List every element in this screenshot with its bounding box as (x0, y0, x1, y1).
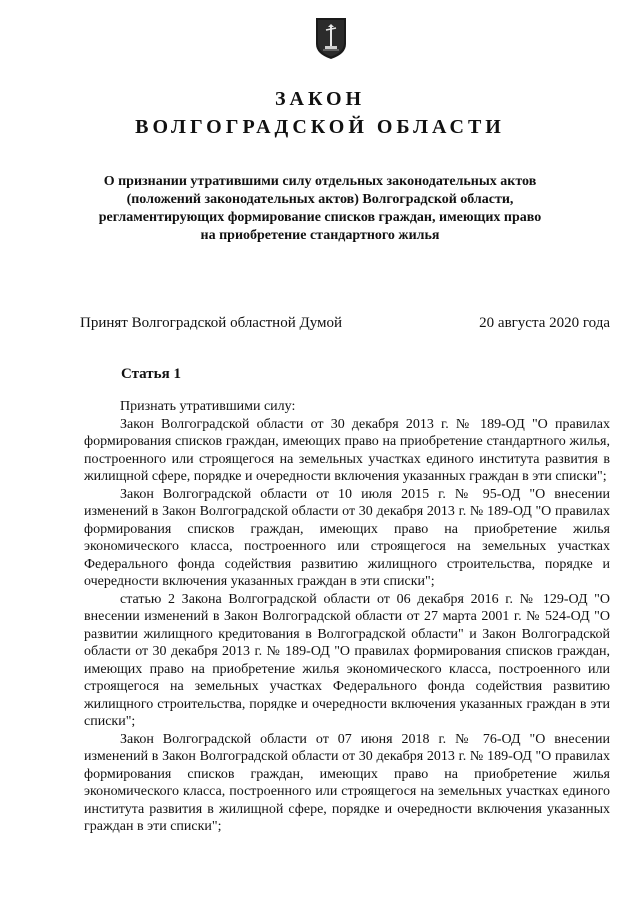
article-heading: Статья 1 (121, 366, 181, 382)
article-body (84, 398, 610, 836)
law-subject: О признании утратившими силу отдельных законодательных актов (положений законодательных актов) Волгоградской области, регламентирующих формирование списков граждан, имеющих право на приобретение стандартного жилья (98, 174, 542, 243)
document-type-title: ЗАКОН (274, 88, 366, 110)
article-item: Закон Волгоградской области от 07 июня 2018 г. № 76-ОД "О внесении изменений в Закон Волгоградской области от 30 декабря 2013 г. № 189-ОД "О правилах формирования списков граждан, имеющих право на приобретение жилья экономического класса, построенного или строящегося на земельных участках единого института развития в жилищной сфере, порядке и очередности включения указанных граждан в эти списки"; (84, 731, 610, 834)
adoption-date: 20 августа 2020 года (479, 315, 610, 331)
article-intro: Признать утратившими силу: (120, 399, 296, 414)
article-item: Закон Волгоградской области от 30 декабря 2013 г. № 189-ОД "О правилах формирования списков граждан, имеющих право на приобретение стандартного жилья, построенного или строящегося на земельных участках единого института развития в жилищной сфере, порядке и очередности включения указанных граждан в эти списки"; (84, 416, 610, 484)
region-title: ВОЛГОГРАДСКОЙ ОБЛАСТИ (135, 116, 505, 138)
article-item: статью 2 Закона Волгоградской области от 06 декабря 2016 г. № 129-ОД "О внесении изменений в Закон Волгоградской области от 27 марта 2001 г. № 524-ОД "О развитии жилищного кредитования в Волгоградской области" и Закон Волгоградской области от 30 декабря 2013 г. № 189-ОД "О правилах формирования списков граждан, имеющих право на приобретение жилья экономического класса, построенного или строящегося на земельных участках Федерального фонда содействия развитию жилищного строительства, порядке и очередности включения указанных граждан в эти списки"; (84, 591, 610, 729)
article-item: Закон Волгоградской области от 10 июля 2015 г. № 95-ОД "О внесении изменений в Закон Волгоградской области от 30 декабря 2013 г. № 189-ОД "О правилах формирования списков граждан, имеющих право на приобретение жилья экономического класса, построенного или строящегося на земельных участках Федерального фонда содействия развитию жилищного строительства, порядке и очередности включения указанных граждан в эти списки"; (84, 486, 610, 589)
coat-of-arms-icon (314, 16, 348, 60)
adopted-by: Принят Волгоградской областной Думой (80, 315, 343, 331)
